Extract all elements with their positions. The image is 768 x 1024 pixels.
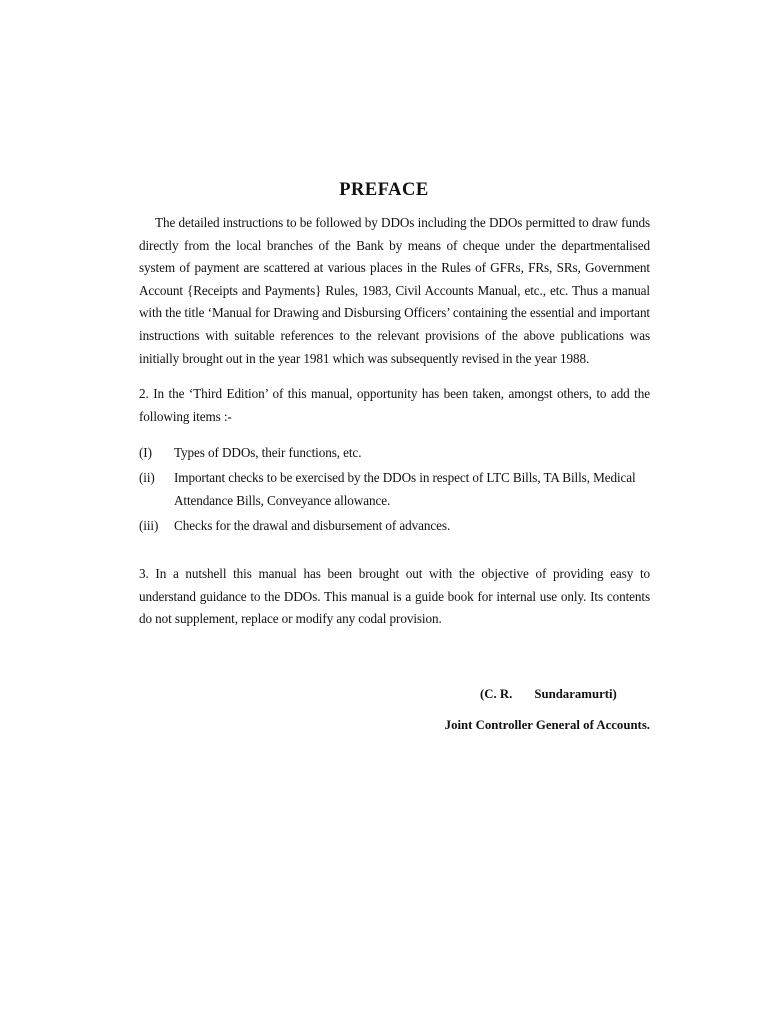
list-item-text: Types of DDOs, their functions, etc.: [174, 445, 362, 460]
signatory-designation: Joint Controller General of Accounts.: [444, 718, 650, 732]
list-item-text: Checks for the drawal and disbursement of advances.: [174, 517, 451, 533]
list-item-text: Important checks to be exercised by the DDOs in respect of LTC Bills, TA Bills, Medical Attendance Bills, Conveyance allowance.: [174, 470, 636, 508]
list-item: [139, 515, 650, 538]
items-list: [139, 442, 650, 540]
preface-paragraph-2: 2. In the ‘Third Edition’ of this manual, opportunity has been taken, amongst others, to add the following items :-: [139, 386, 650, 424]
list-item-number: (I): [139, 445, 152, 460]
list-item: [139, 467, 650, 512]
page-title: PREFACE: [339, 180, 429, 200]
list-item-number: (ii): [139, 470, 155, 486]
signatory-name-surname: Sundaramurti): [534, 687, 617, 701]
preface-paragraph-1: The detailed instructions to be followed by DDOs including the DDOs permitted to draw funds directly from the local branches of the Bank by means of cheque under the departmentalised system of payment are scattered at various places in the Rules of GFRs, FRs, SRs, Government Account {Receipts and Payments} Rules, 1983, Civil Accounts Manual, etc., etc. Thus a manual with the title ‘Manual for Drawing and Disbursing Officers’ containing the essential and important instructions with suitable references to the relevant provisions of the above publications was initially brought out in the year 1981 which was subsequently revised in the year 1988.: [139, 215, 650, 366]
list-item-number: (iii): [139, 517, 159, 533]
signatory-name-initials: (C. R.: [480, 687, 513, 701]
preface-paragraph-3: 3. In a nutshell this manual has been brought out with the objective of providing easy to understand guidance to the DDOs. This manual is a guide book for internal use only. Its contents do not supplement, replace or modify any codal provision.: [139, 566, 650, 627]
signatory-name: [480, 687, 617, 702]
list-item: [139, 442, 650, 465]
